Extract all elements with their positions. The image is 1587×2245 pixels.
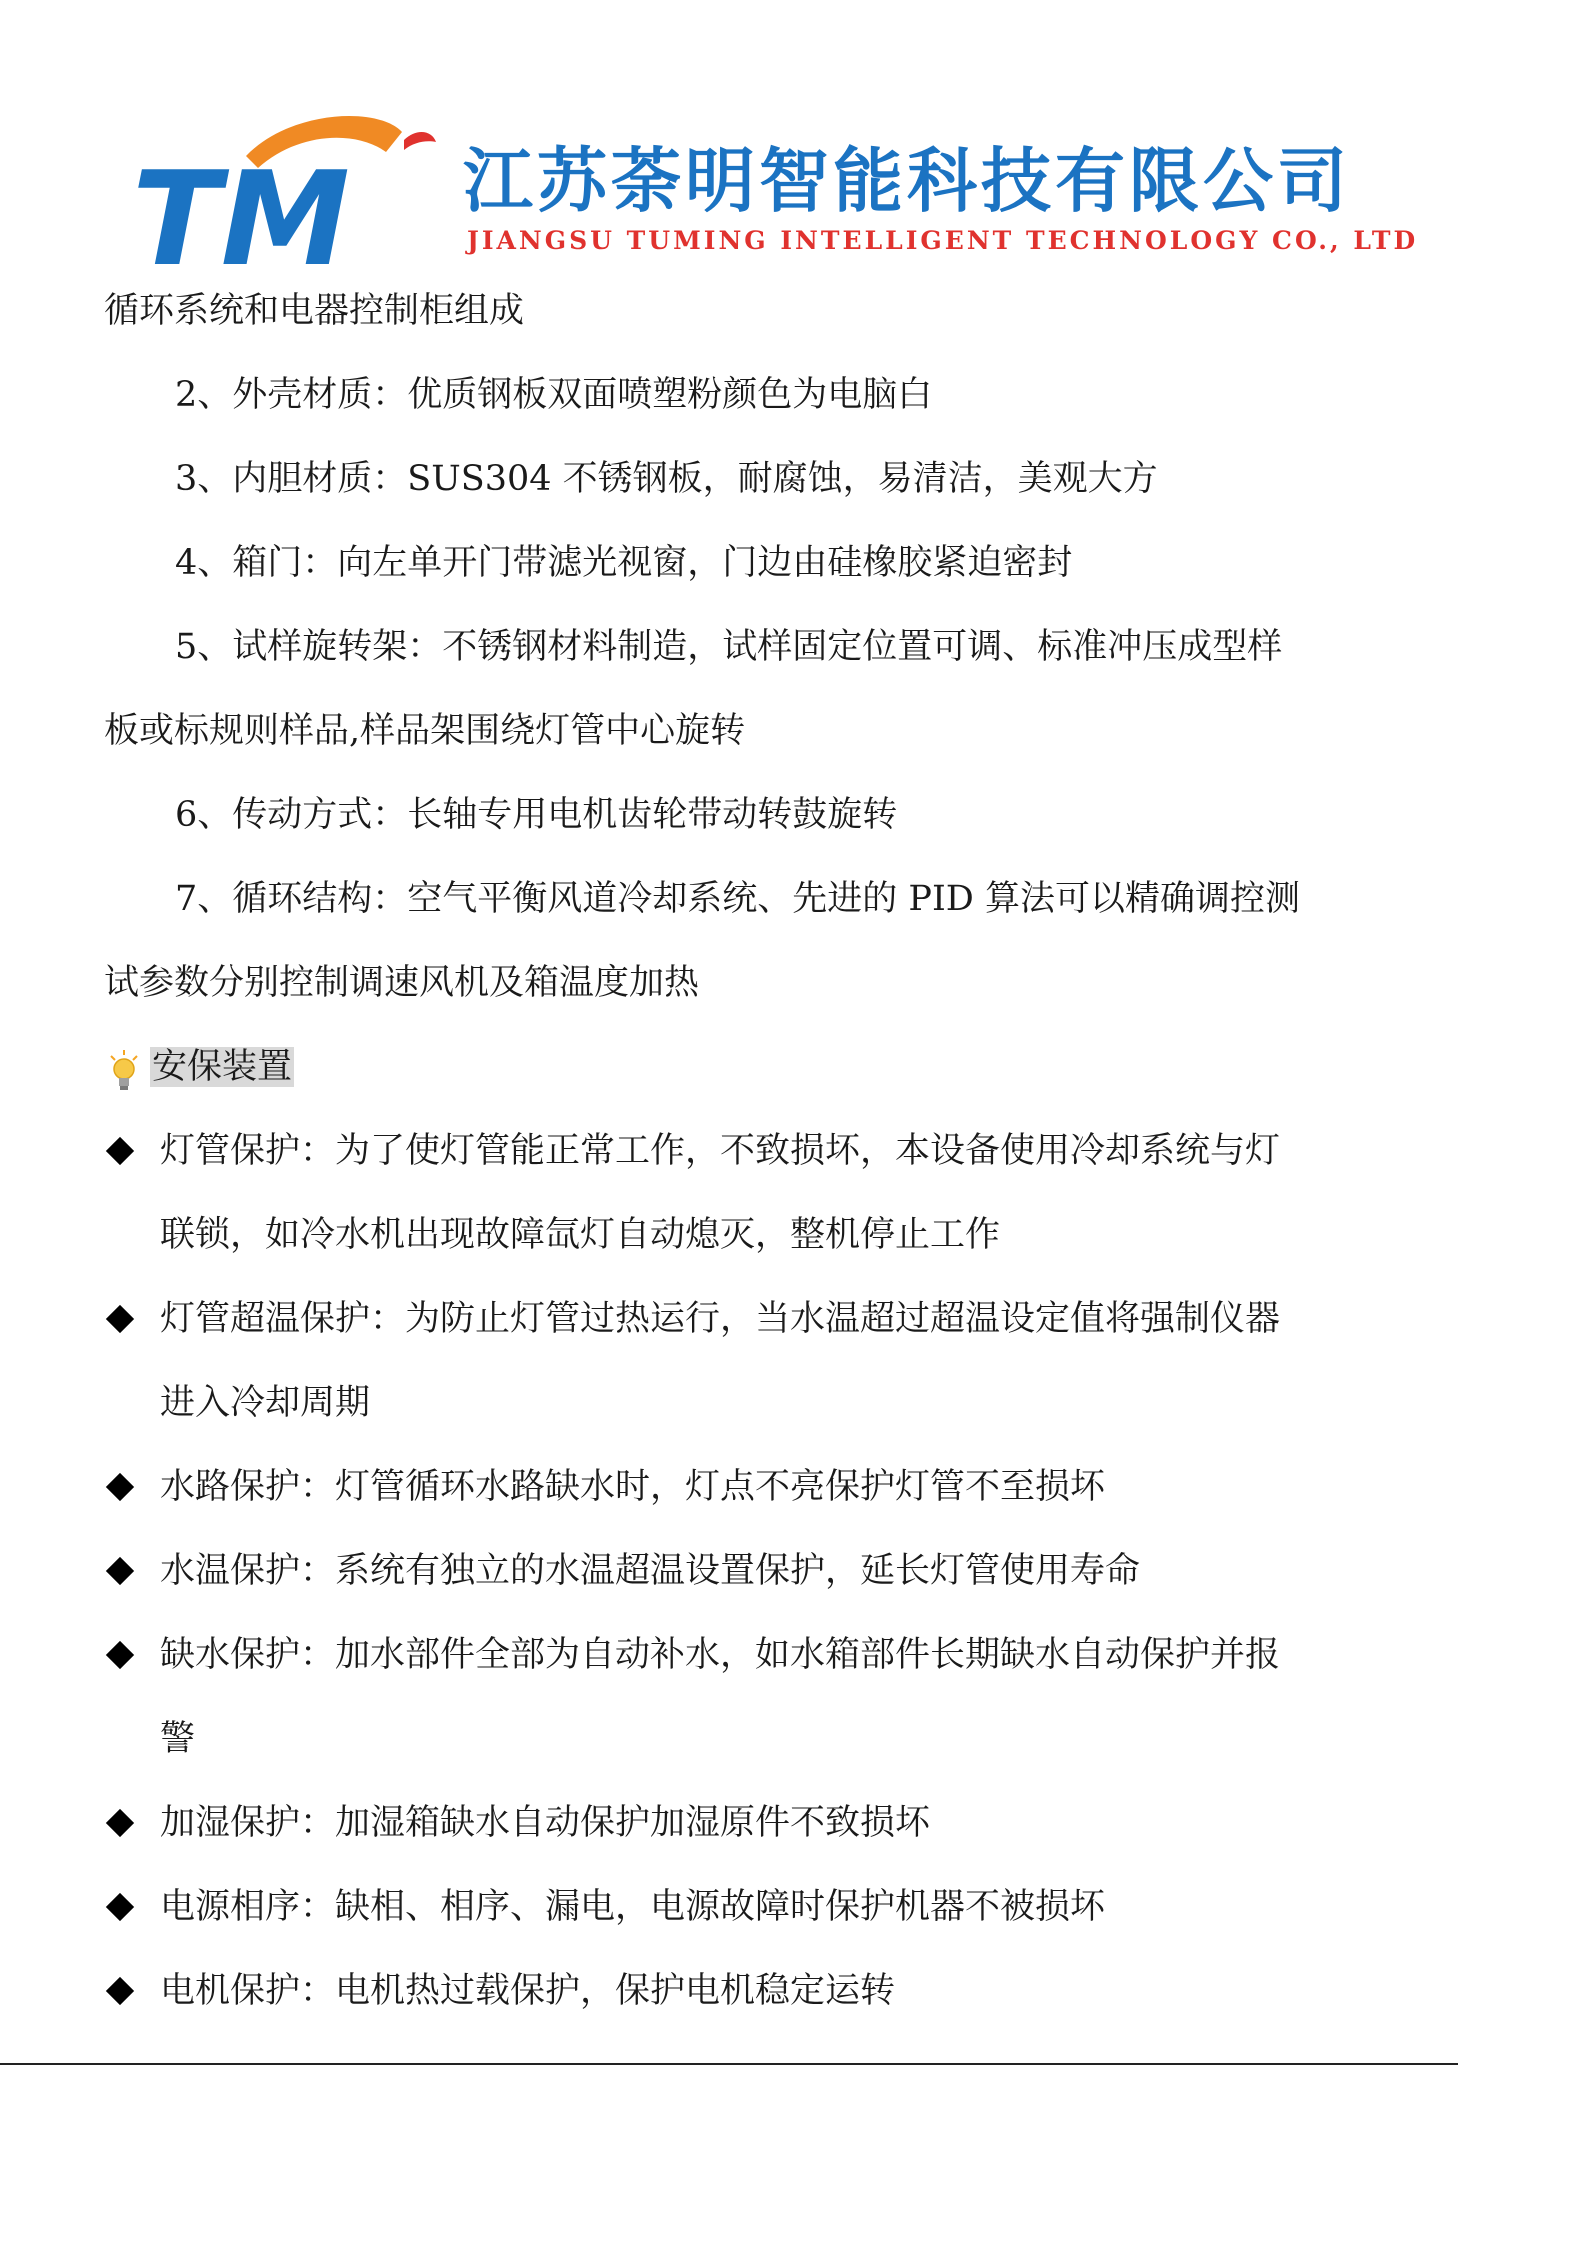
diamond-bullet-icon bbox=[106, 1137, 134, 1165]
protection-item bbox=[0, 1613, 1587, 1697]
spec-item: 3、内胆材质：SUS304 不锈钢板，耐腐蚀，易清洁，美观大方 bbox=[175, 459, 1158, 499]
section-heading bbox=[0, 1025, 1587, 1109]
tm-logo-icon bbox=[130, 112, 440, 272]
protection-item bbox=[0, 1865, 1587, 1949]
letterhead bbox=[0, 0, 1587, 270]
logo-text: TM bbox=[132, 143, 351, 272]
protection-item bbox=[0, 1277, 1587, 1361]
spec-item: 2、外壳材质：优质钢板双面喷塑粉颜色为电脑白 bbox=[175, 375, 933, 415]
spec-item: 7、循环结构：空气平衡风道冷却系统、先进的 PID 算法可以精确调控测 bbox=[175, 879, 1300, 919]
protection-text: 水路保护：灯管循环水路缺水时，灯点不亮保护灯管不至损坏 bbox=[160, 1467, 1106, 1507]
diamond-bullet-icon bbox=[106, 1305, 134, 1333]
diamond-bullet-icon bbox=[106, 1893, 134, 1921]
protection-continuation: 联锁，如冷水机出现故障氙灯自动熄灭，整机停止工作 bbox=[160, 1215, 1001, 1255]
protection-text: 缺水保护：加水部件全部为自动补水，如水箱部件长期缺水自动保护并报 bbox=[160, 1635, 1281, 1675]
protection-item bbox=[0, 1529, 1587, 1613]
protection-item bbox=[0, 1109, 1587, 1193]
protection-text: 加湿保护：加湿箱缺水自动保护加湿原件不致损坏 bbox=[160, 1803, 931, 1843]
protection-text: 灯管保护：为了使灯管能正常工作，不致损坏，本设备使用冷却系统与灯 bbox=[160, 1131, 1281, 1171]
spec-item-continuation: 板或标规则样品,样品架围绕灯管中心旋转 bbox=[104, 711, 746, 751]
diamond-bullet-icon bbox=[106, 1977, 134, 2005]
paragraph-line: 循环系统和电器控制柜组成 bbox=[104, 291, 525, 331]
protection-continuation: 警 bbox=[160, 1719, 196, 1759]
spec-item: 6、传动方式：长轴专用电机齿轮带动转鼓旋转 bbox=[175, 795, 898, 835]
lightbulb-icon bbox=[108, 1041, 140, 1085]
spec-item: 5、试样旋转架：不锈钢材料制造，试样固定位置可调、标准冲压成型样 bbox=[175, 627, 1283, 667]
protection-item bbox=[0, 1781, 1587, 1865]
spec-item: 4、箱门：向左单开门带滤光视窗，门边由硅橡胶紧迫密封 bbox=[175, 543, 1073, 583]
diamond-bullet-icon bbox=[106, 1641, 134, 1669]
company-name-cn: 江苏荼明智能科技有限公司 bbox=[463, 140, 1351, 222]
protection-text: 电机保护：电机热过载保护，保护电机稳定运转 bbox=[160, 1971, 896, 2011]
document-body bbox=[0, 269, 1587, 2033]
spec-item-continuation: 试参数分别控制调速风机及箱温度加热 bbox=[104, 963, 700, 1003]
protection-text: 灯管超温保护：为防止灯管过热运行，当水温超过超温设定值将强制仪器 bbox=[160, 1299, 1281, 1339]
footer-divider bbox=[0, 2063, 1458, 2065]
company-logo bbox=[130, 112, 440, 272]
diamond-bullet-icon bbox=[106, 1809, 134, 1837]
section-heading-text: 安保装置 bbox=[152, 1047, 293, 1087]
protection-continuation: 进入冷却周期 bbox=[160, 1383, 371, 1423]
protection-text: 水温保护：系统有独立的水温超温设置保护，延长灯管使用寿命 bbox=[160, 1551, 1141, 1591]
protection-text: 电源相序：缺相、相序、漏电，电源故障时保护机器不被损坏 bbox=[160, 1887, 1106, 1927]
diamond-bullet-icon bbox=[106, 1557, 134, 1585]
protection-item bbox=[0, 1445, 1587, 1529]
diamond-bullet-icon bbox=[106, 1473, 134, 1501]
company-name-en: JIANGSU TUMING INTELLIGENT TECHNOLOGY CO., LTD bbox=[467, 226, 1419, 255]
protection-item bbox=[0, 1949, 1587, 2033]
